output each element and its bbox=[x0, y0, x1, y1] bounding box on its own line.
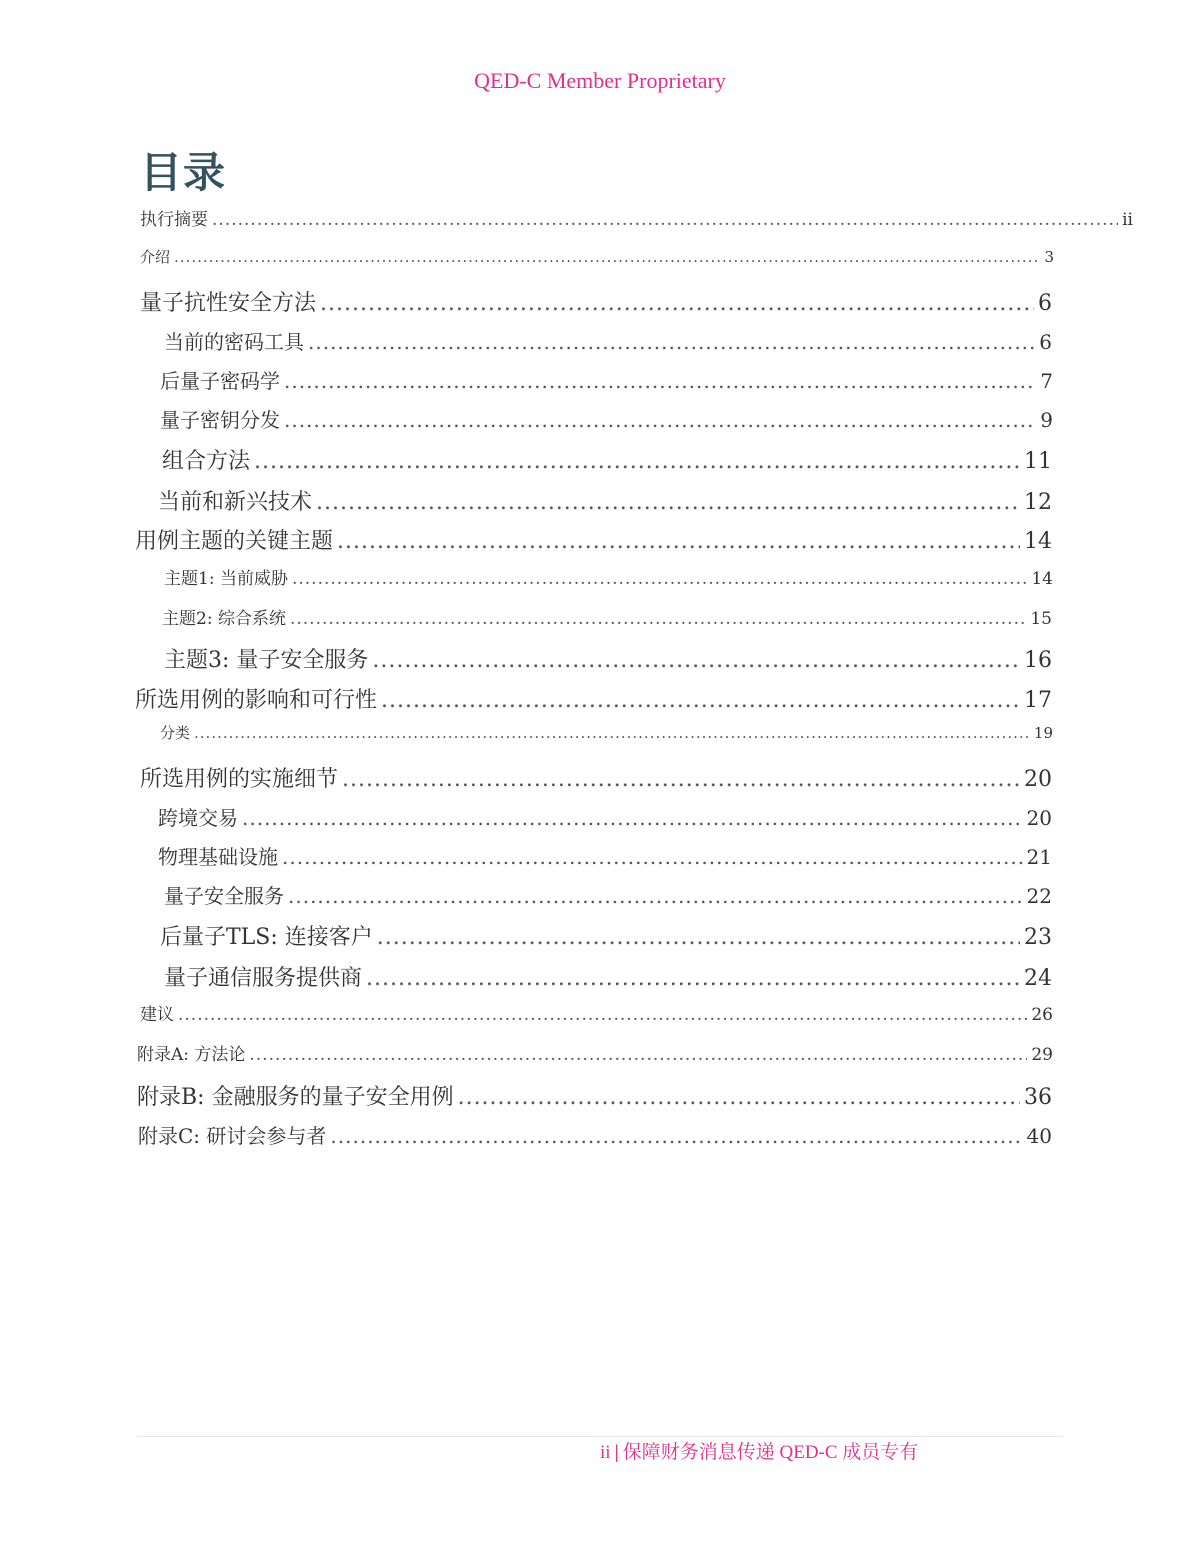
toc-entry-label: 执行摘要 bbox=[140, 210, 208, 230]
toc-entry-page: 3 bbox=[1044, 248, 1054, 266]
toc-entry-label: 介绍 bbox=[140, 248, 171, 266]
dot-leader bbox=[320, 291, 1034, 316]
toc-entry-quantum-comm-providers[interactable] bbox=[164, 961, 1052, 992]
toc-entry-implementation-details[interactable] bbox=[140, 762, 1052, 793]
toc-entry-quantum-safe-services[interactable] bbox=[164, 880, 1052, 909]
toc-entry-label: 量子密钥分发 bbox=[160, 408, 280, 432]
dot-leader bbox=[308, 330, 1035, 354]
toc-entry-page: 19 bbox=[1033, 724, 1053, 742]
toc-entry-label: 当前的密码工具 bbox=[164, 330, 304, 354]
footer-separator: | bbox=[614, 1442, 619, 1463]
toc-entry-page: 26 bbox=[1031, 1005, 1053, 1025]
toc-entry-page: 11 bbox=[1024, 449, 1052, 474]
toc-entry-label: 量子通信服务提供商 bbox=[164, 966, 363, 991]
toc-entry-page: 22 bbox=[1026, 884, 1052, 908]
toc-entry-qkd[interactable] bbox=[160, 404, 1053, 433]
dot-leader bbox=[342, 767, 1020, 792]
toc-entry-label: 物理基础设施 bbox=[158, 845, 278, 869]
toc-entry-label: 主题2: 综合系统 bbox=[162, 609, 286, 629]
toc-entry-label: 后量子TLS: 连接客户 bbox=[160, 925, 373, 950]
toc-entry-post-quantum-crypto[interactable] bbox=[160, 365, 1053, 394]
toc-entry-label: 当前和新兴技术 bbox=[158, 490, 313, 515]
toc-entry-page: 23 bbox=[1024, 925, 1052, 950]
toc-entry-page: 40 bbox=[1026, 1124, 1052, 1148]
dot-leader bbox=[316, 490, 1020, 515]
toc-entry-classification[interactable] bbox=[160, 722, 1053, 743]
toc-entry-label: 用例主题的关键主题 bbox=[135, 529, 334, 554]
dot-leader bbox=[377, 925, 1020, 950]
toc-entry-label: 主题1: 当前威胁 bbox=[164, 569, 288, 589]
toc-entry-label: 后量子密码学 bbox=[160, 369, 280, 393]
toc-entry-label: 所选用例的影响和可行性 bbox=[135, 688, 378, 713]
toc-entry-page: 17 bbox=[1024, 688, 1052, 713]
toc-entry-theme-2[interactable] bbox=[162, 604, 1052, 629]
toc-entry-label: 主题3: 量子安全服务 bbox=[164, 648, 369, 673]
dot-leader bbox=[337, 529, 1020, 554]
toc-entry-page: 9 bbox=[1040, 408, 1053, 432]
toc-entry-label: 量子安全服务 bbox=[164, 884, 284, 908]
toc-entry-label: 附录C: 研讨会参与者 bbox=[138, 1124, 327, 1148]
dot-leader bbox=[366, 966, 1020, 991]
toc-entry-label: 分类 bbox=[160, 724, 191, 742]
toc-entry-label: 建议 bbox=[140, 1005, 174, 1025]
toc-entry-page: 14 bbox=[1024, 529, 1052, 554]
toc-entry-introduction[interactable] bbox=[140, 246, 1054, 267]
toc-entry-physical-infrastructure[interactable] bbox=[158, 841, 1052, 870]
toc-entry-page: 16 bbox=[1024, 648, 1052, 673]
toc-entry-page: 7 bbox=[1040, 369, 1053, 393]
dot-leader bbox=[194, 724, 1030, 742]
toc-entry-current-crypto-tools[interactable] bbox=[164, 326, 1052, 355]
toc-entry-current-emerging-tech[interactable] bbox=[158, 485, 1052, 516]
toc-entry-label: 附录A: 方法论 bbox=[137, 1045, 246, 1065]
dot-leader bbox=[288, 884, 1023, 908]
toc-entry-executive-summary[interactable] bbox=[140, 205, 1133, 230]
toc-entry-page: 21 bbox=[1026, 845, 1052, 869]
dot-leader bbox=[212, 210, 1118, 230]
toc-entry-label: 组合方法 bbox=[162, 449, 251, 474]
toc-entry-appendix-a[interactable] bbox=[137, 1040, 1053, 1065]
toc-entry-page: 20 bbox=[1024, 767, 1052, 792]
toc-title: 目录 bbox=[140, 148, 227, 197]
toc-entry-impact-feasibility[interactable] bbox=[135, 683, 1052, 714]
toc-entry-label: 附录B: 金融服务的量子安全用例 bbox=[137, 1085, 454, 1110]
toc-entry-page: 24 bbox=[1024, 966, 1052, 991]
toc-entry-page: 12 bbox=[1024, 490, 1052, 515]
dot-leader bbox=[381, 688, 1020, 713]
footer-page-number: ii bbox=[600, 1442, 611, 1463]
toc-entry-appendix-b[interactable] bbox=[137, 1080, 1052, 1111]
dot-leader bbox=[292, 569, 1027, 589]
toc-entry-quantum-resistant-methods[interactable] bbox=[140, 286, 1052, 317]
toc-entry-label: 跨境交易 bbox=[158, 806, 238, 830]
toc-entry-page: 29 bbox=[1031, 1045, 1053, 1065]
toc-entry-cross-border[interactable] bbox=[158, 802, 1052, 831]
dot-leader bbox=[330, 1124, 1022, 1148]
toc-entry-combined-methods[interactable] bbox=[162, 444, 1052, 475]
dot-leader bbox=[284, 369, 1036, 393]
toc-entry-page: 6 bbox=[1039, 330, 1052, 354]
dot-leader bbox=[178, 1005, 1027, 1025]
toc-entry-page: ii bbox=[1122, 210, 1133, 230]
toc-entry-recommendations[interactable] bbox=[140, 1000, 1053, 1025]
toc-entry-page: 14 bbox=[1031, 569, 1053, 589]
dot-leader bbox=[284, 408, 1036, 432]
toc-entry-label: 量子抗性安全方法 bbox=[140, 291, 317, 316]
toc-entry-page: 6 bbox=[1038, 291, 1052, 316]
dot-leader bbox=[249, 1045, 1027, 1065]
dot-leader bbox=[290, 609, 1026, 629]
toc-entry-use-case-key-themes[interactable] bbox=[135, 524, 1052, 555]
toc-entry-theme-3[interactable] bbox=[164, 643, 1052, 674]
toc-entry-label: 所选用例的实施细节 bbox=[140, 767, 339, 792]
dot-leader bbox=[282, 845, 1023, 869]
toc-entry-pq-tls[interactable] bbox=[160, 920, 1052, 951]
toc-entry-appendix-c[interactable] bbox=[138, 1120, 1052, 1149]
toc-entry-page: 36 bbox=[1024, 1085, 1052, 1110]
dot-leader bbox=[242, 806, 1023, 830]
footer-title: 保障财务消息传递 QED-C 成员专有 bbox=[622, 1442, 919, 1463]
page-footer bbox=[600, 1437, 918, 1464]
toc-entry-page: 20 bbox=[1026, 806, 1052, 830]
proprietary-header: QED-C Member Proprietary bbox=[474, 68, 726, 93]
dot-leader bbox=[372, 648, 1020, 673]
dot-leader bbox=[254, 449, 1020, 474]
toc-entry-theme-1[interactable] bbox=[164, 564, 1053, 589]
dot-leader bbox=[174, 248, 1040, 266]
dot-leader bbox=[458, 1085, 1020, 1110]
toc-entry-page: 15 bbox=[1030, 609, 1052, 629]
